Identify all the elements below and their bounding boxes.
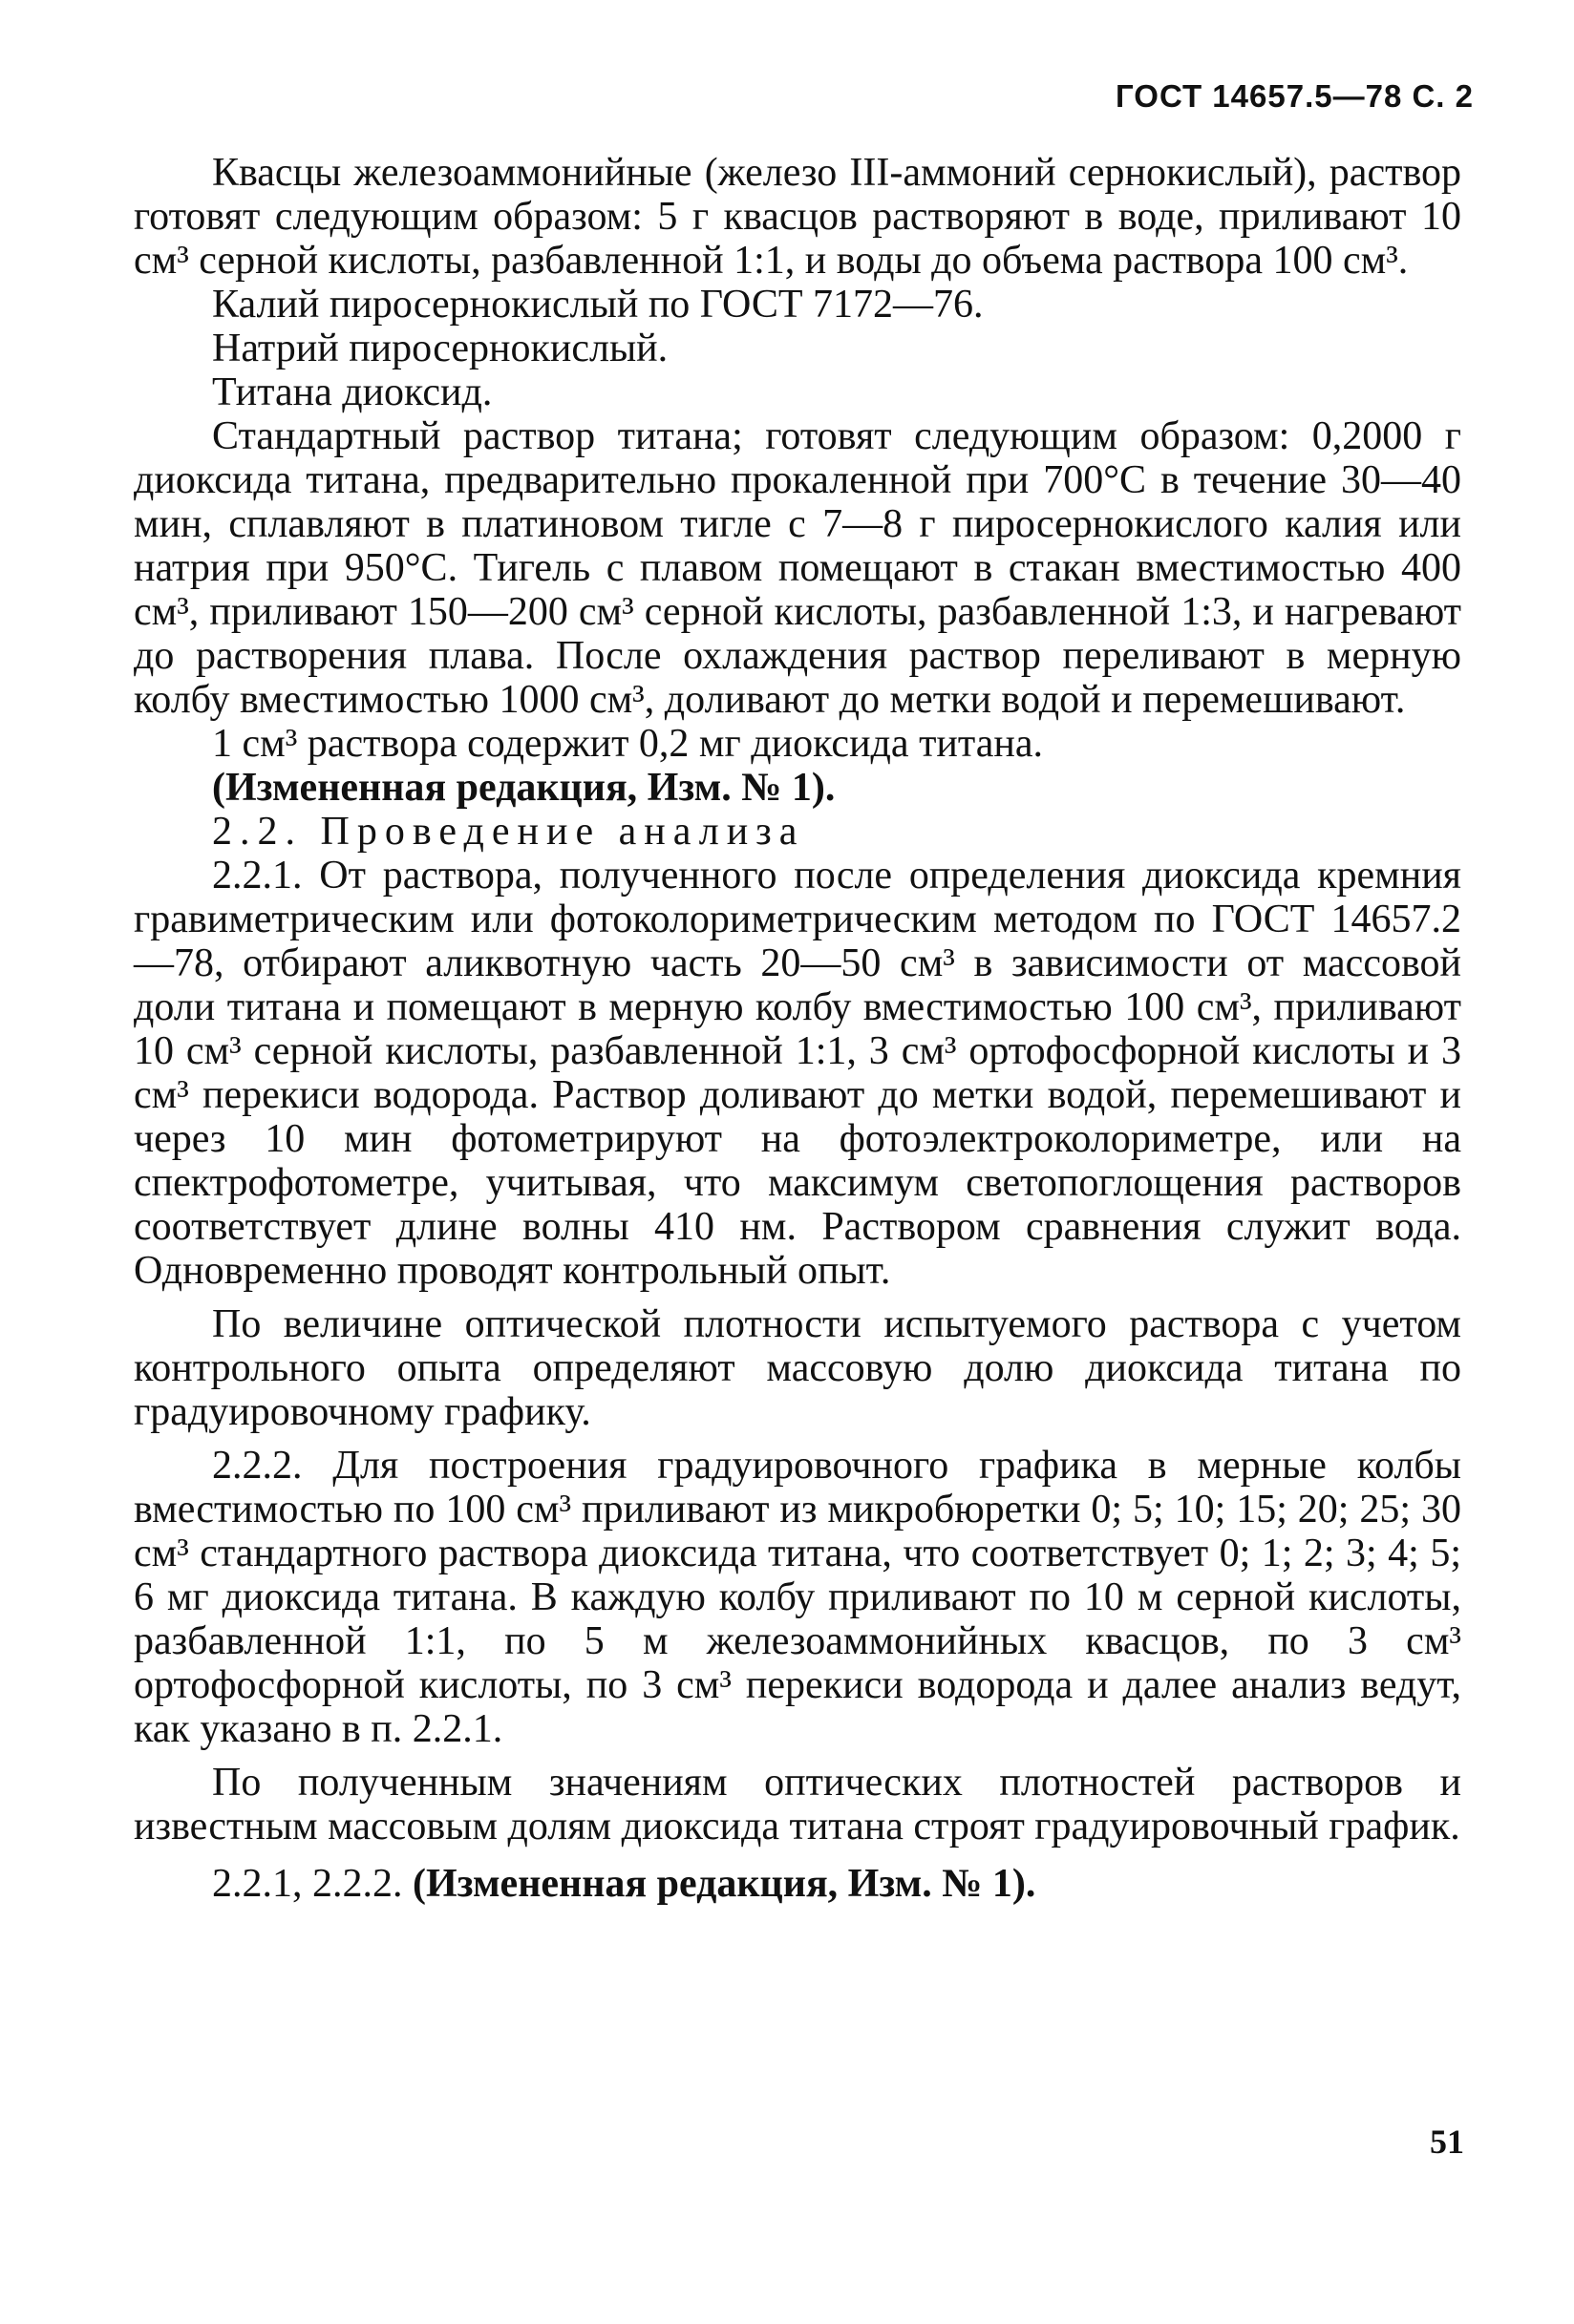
closing-note: (Измененная редакция, Изм. № 1).	[413, 1862, 1036, 1906]
amendment-note: (Измененная редакция, Изм. № 1).	[212, 766, 836, 810]
body-text	[134, 151, 1461, 1906]
paragraph-2-2-2: 2.2.2. Для построения градуировочного графика в мерные колбы вместимостью по 100 см³ приливают из микробюретки 0; 5; 10; 15; 20; 25; 30 см³ стандартного раствора диоксида титана, что соответствует 0; 1; 2; 3; 4; 5; 6 мг диоксида титана. В каждую колбу приливают по 10 м серной кислоты, разбавленной 1:1, по 5 м железоаммонийных квасцов, по 3 см³ ортофосфорной кислоты, по 3 см³ перекиси водорода и далее анализ ведут, как указано в п. 2.2.1.	[134, 1444, 1461, 1751]
paragraph-standard-solution: Стандартный раствор титана; готовят следующим образом: 0,2000 г диоксида титана, предварительно прокаленной при 700°С в течение 30—40 мин, сплавляют в платиновом тигле с 7—8 г пиросернокислого калия или натрия при 950°С. Тигель с плавом помещают в стакан вместимостью 400 см³, приливают 150—200 см³ серной кислоты, разбавленной 1:3, и нагревают до растворения плава. После охлаждения раствор переливают в мерную колбу вместимостью 1000 см³, доливают до метки водой и перемешивают.	[134, 414, 1461, 722]
paragraph-sodium-pyrosulfate: Натрий пиросернокислый.	[212, 327, 669, 370]
closing-amendment	[134, 1862, 1461, 1906]
closing-clauses: 2.2.1, 2.2.2.	[212, 1862, 403, 1906]
paragraph-optical-density: По величине оптической плотности испытуемого раствора с учетом контрольного опыта определяют массовую долю диоксида титана по градуировочному графику.	[134, 1302, 1461, 1434]
paragraph-potassium-pyrosulfate: Калий пиросернокислый по ГОСТ 7172—76.	[212, 283, 984, 327]
section-heading-analysis: 2.2. Проведение анализа	[212, 810, 805, 854]
page-number: 51	[1430, 2123, 1464, 2161]
running-header: ГОСТ 14657.5—78 С. 2	[1116, 78, 1474, 114]
paragraph-alum-solution: Квасцы железоаммонийные (железо III-аммоний сернокислый), раствор готовят следующим образом: 5 г квасцов растворяют в воде, приливают 10 см³ серной кислоты, разбавленной 1:1, и воды до объема раствора 100 см³.	[134, 151, 1461, 283]
paragraph-titanium-dioxide: Титана диоксид.	[212, 370, 493, 414]
paragraph-2-2-1: 2.2.1. От раствора, полученного после определения диоксида кремния гравиметрическим или фотоколориметрическим методом по ГОСТ 14657.2—78, отбирают аликвотную часть 20—50 см³ в зависимости от массовой доли титана и помещают в мерную колбу вместимостью 100 см³, приливают 10 см³ серной кислоты, разбавленной 1:1, 3 см³ ортофосфорной кислоты и 3 см³ перекиси водорода. Раствор доливают до метки водой, перемешивают и через 10 мин фотометрируют на фотоэлектроколориметре, или на спектрофотометре, учитывая, что максимум светопоглощения растворов соответствует длине волны 410 нм. Раствором сравнения служит вода. Одновременно проводят контрольный опыт.	[134, 854, 1461, 1293]
paragraph-calibration-graph: По полученным значениям оптических плотностей растворов и известным массовым долям диоксида титана строят градуировочный график.	[134, 1761, 1461, 1849]
paragraph-concentration: 1 см³ раствора содержит 0,2 мг диоксида титана.	[212, 722, 1044, 766]
